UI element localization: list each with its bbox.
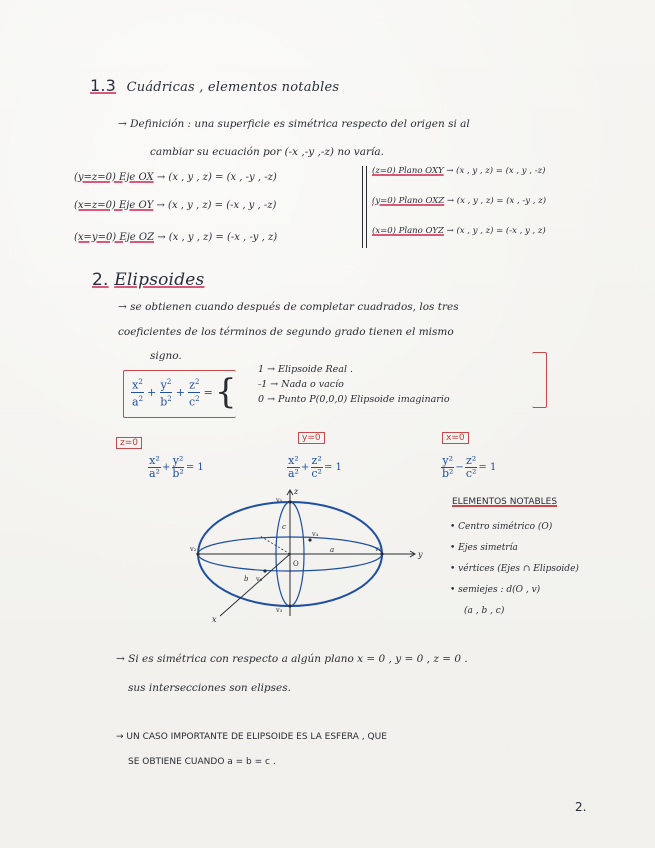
rule-axis-oz: (x=y=0) Eje OZ → (x , y , z) = (-x , -y , z) xyxy=(74,232,278,243)
rule-axis-oy: (x=z=0) Eje OY → (x , y , z) = (-x , y , -z) xyxy=(74,200,277,211)
section-2-title xyxy=(92,270,204,290)
label-y: y xyxy=(418,550,423,559)
trace-equation-z0: $\frac{\text{x²}}{\text{a²}}$ + $\frac{\text{y²}}{\text{b²}}$ = 1 xyxy=(149,454,204,480)
label-b: b xyxy=(244,575,249,583)
label-x: x xyxy=(212,615,217,624)
rule-plane-oxz: (y=0) Plano OXZ → (x , y , z) = (x , -y , z) xyxy=(372,196,547,206)
trace-tag-y0: y=0 xyxy=(298,432,325,444)
rule-axis-ox: (y=z=0) Eje OX → (x , y , z) = (x , -y , -z) xyxy=(74,172,277,183)
ellipsoid-cases xyxy=(258,362,450,407)
label-v6: v₆ xyxy=(256,575,263,583)
label-v5: v₅ xyxy=(276,496,283,504)
notable-axes: • Ejes simetría xyxy=(450,543,518,553)
equation-frame-right xyxy=(532,352,547,408)
trace-equation-x0: $\frac{\text{y²}}{\text{b²}}$ − $\frac{\text{z²}}{\text{c²}}$ = 1 xyxy=(442,454,497,480)
definition-line-1: → Definición : una superficie es simétrica respecto del origen si al xyxy=(118,118,470,130)
notable-semiaxes: • semiejes : d(O , v) xyxy=(450,585,541,595)
label-origin: O xyxy=(293,560,299,568)
hidden-axis xyxy=(260,536,290,554)
note-1-line-1: → Si es simétrica con respecto a algún plano x = 0 , y = 0 , z = 0 . xyxy=(116,653,468,665)
note-1-line-2: sus intersecciones son elipses. xyxy=(128,682,291,694)
divider-line-1 xyxy=(362,166,363,248)
page-number: 2. xyxy=(575,800,587,814)
case-point: 0 → Punto P(0,0,0) Elipsoide imaginario xyxy=(258,394,450,405)
trace-tag-z0: z=0 xyxy=(116,437,142,449)
divider-line-2 xyxy=(366,166,367,248)
label-v1: v₁ xyxy=(375,545,382,553)
case-empty: -1 → Nada o vacío xyxy=(258,379,344,390)
ellipsoid-text-1: → se obtienen cuando después de completar cuadrados, los tres xyxy=(118,301,459,313)
note-2-line-2: SE OBTIENE CUANDO a = b = c . xyxy=(128,757,276,767)
notable-center: • Centro simétrico (O) xyxy=(450,522,553,532)
section-1-title xyxy=(90,76,339,95)
label-v3: v₃ xyxy=(276,606,283,614)
notables-title: ELEMENTOS NOTABLES xyxy=(452,497,558,507)
ellipsoid-equation: $\frac{x^2}{a^2}$ + $\frac{y^2}{b^2}$ + $\frac{z^2}{c^2}$ = { xyxy=(132,372,237,412)
section-1-heading: Cuádricas , elementos notables xyxy=(126,80,340,95)
rule-plane-oxy: (z=0) Plano OXY → (x , y , z) = (x , y , -z) xyxy=(372,166,546,176)
ellipsoid-figure xyxy=(190,486,430,626)
section-2-number: 2. xyxy=(92,270,109,290)
label-a: a xyxy=(330,546,335,554)
label-z: z xyxy=(294,487,299,496)
label-v2: v₂ xyxy=(190,545,197,553)
definition-line-2: cambiar su ecuación por (-x ,-y ,-z) no varía. xyxy=(150,146,384,158)
note-2-line-1: → UN CASO IMPORTANTE DE ELIPSOIDE ES LA ESFERA , QUE xyxy=(116,732,387,742)
ellipsoid-text-2: coeficientes de los términos de segundo grado tienen el mismo xyxy=(118,326,454,338)
notable-vertices: • vértices (Ejes ∩ Elipsoide) xyxy=(450,564,579,574)
case-real: 1 → Elipsoide Real . xyxy=(258,364,354,375)
rule-plane-oyz: (x=0) Plano OYZ → (x , y , z) = (-x , y , z) xyxy=(372,226,546,236)
label-c: c xyxy=(282,523,286,531)
trace-equation-y0: $\frac{\text{x²}}{\text{a²}}$ + $\frac{\text{z²}}{\text{c²}}$ = 1 xyxy=(288,454,342,480)
notables-list xyxy=(450,517,579,622)
trace-tag-x0: x=0 xyxy=(442,432,469,444)
section-1-number: 1.3 xyxy=(90,76,117,95)
section-2-heading: Elipsoides xyxy=(114,270,205,290)
label-v4: v₄ xyxy=(312,530,319,538)
ellipsoid-text-3: signo. xyxy=(150,350,182,362)
notable-semiaxes-values: (a , b , c) xyxy=(464,606,505,616)
